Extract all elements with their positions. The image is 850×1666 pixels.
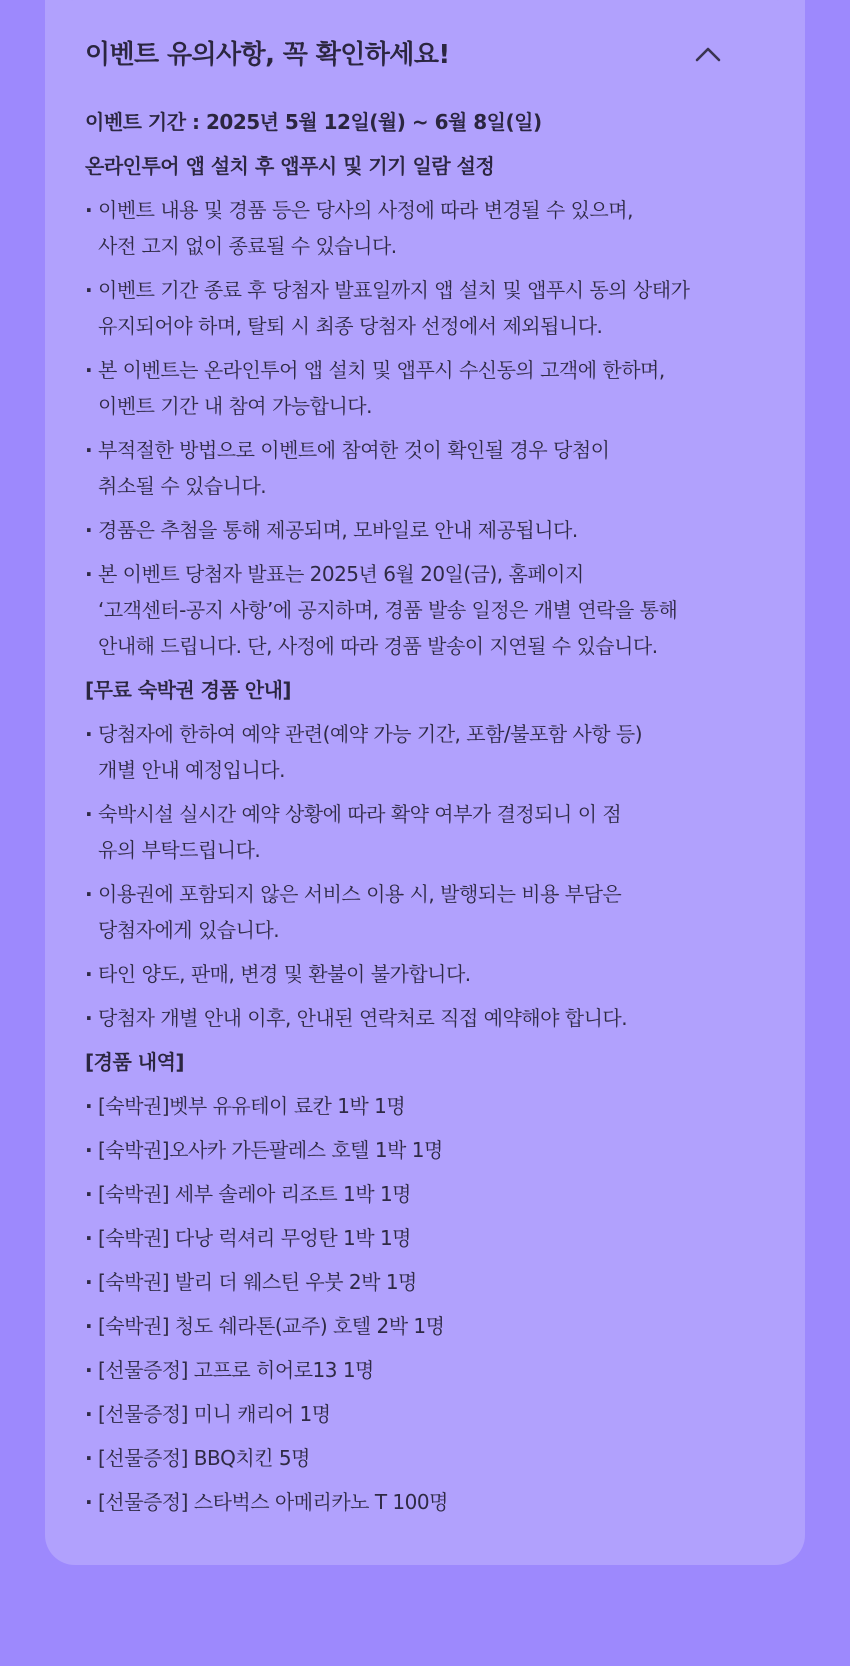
list-item: · 이벤트 기간 종료 후 당첨자 발표일까지 앱 설치 및 앱푸시 동의 상태가 유지되어야 하며, 탈퇴 시 최종 당첨자 선정에서 제외됩니다. <box>85 272 775 344</box>
list-item: · 타인 양도, 판매, 변경 및 환불이 불가합니다. <box>85 956 775 992</box>
prize-list <box>85 1088 775 1520</box>
prize-item: · [선물증정] BBQ치킨 5명 <box>85 1440 775 1476</box>
event-notice-card <box>45 0 805 1565</box>
list-item: · 이벤트 내용 및 경품 등은 당사의 사정에 따라 변경될 수 있으며, 사전 고지 없이 종료될 수 있습니다. <box>85 192 775 264</box>
voucher-notes-list <box>85 716 775 1036</box>
list-item: · 부적절한 방법으로 이벤트에 참여한 것이 확인될 경우 당첨이 취소될 수 있습니다. <box>85 432 775 504</box>
notice-content <box>85 104 775 1528</box>
prize-item: · [숙박권] 청도 쉐라톤(교주) 호텔 2박 1명 <box>85 1308 775 1344</box>
notice-title: 이벤트 유의사항, 꼭 확인하세요! <box>85 40 450 70</box>
prize-item: · [숙박권] 세부 솔레아 리조트 1박 1명 <box>85 1176 775 1212</box>
chevron-up-icon[interactable] <box>691 38 725 72</box>
event-period: 이벤트 기간 : 2025년 5월 12일(월) ~ 6월 8일(일) <box>85 110 542 134</box>
prize-item: · [숙박권]벳부 유유테이 료칸 1박 1명 <box>85 1088 775 1124</box>
list-item: · 본 이벤트는 온라인투어 앱 설치 및 앱푸시 수신동의 고객에 한하며, 이벤트 기간 내 참여 가능합니다. <box>85 352 775 424</box>
list-item: · 숙박시설 실시간 예약 상황에 따라 확약 여부가 결정되니 이 점 유의 부탁드립니다. <box>85 796 775 868</box>
prize-item: · [선물증정] 스타벅스 아메리카노 T 100명 <box>85 1484 775 1520</box>
prize-item: · [숙박권]오사카 가든팔레스 호텔 1박 1명 <box>85 1132 775 1168</box>
voucher-section-title: [무료 숙박권 경품 안내] <box>85 678 292 702</box>
event-condition: 온라인투어 앱 설치 후 앱푸시 및 기기 일람 설정 <box>85 154 495 178</box>
list-item: · 경품은 추첨을 통해 제공되며, 모바일로 안내 제공됩니다. <box>85 512 775 548</box>
list-item: · 이용권에 포함되지 않은 서비스 이용 시, 발행되는 비용 부담은 당첨자에게 있습니다. <box>85 876 775 948</box>
prize-item: · [선물증정] 고프로 히어로13 1명 <box>85 1352 775 1388</box>
prize-item: · [숙박권] 다낭 럭셔리 무엉탄 1박 1명 <box>85 1220 775 1256</box>
prize-section-title: [경품 내역] <box>85 1050 185 1074</box>
prize-item: · [숙박권] 발리 더 웨스틴 우붓 2박 1명 <box>85 1264 775 1300</box>
notice-header[interactable] <box>85 34 765 78</box>
general-notes-list <box>85 192 775 664</box>
list-item: · 본 이벤트 당첨자 발표는 2025년 6월 20일(금), 홈페이지 ‘고객센터-공지 사항’에 공지하며, 경품 발송 일정은 개별 연락을 통해 안내해 드립니다. 단, 사정에 따라 경품 발송이 지연될 수 있습니다. <box>85 556 775 664</box>
prize-item: · [선물증정] 미니 캐리어 1명 <box>85 1396 775 1432</box>
list-item: · 당첨자 개별 안내 이후, 안내된 연락처로 직접 예약해야 합니다. <box>85 1000 775 1036</box>
list-item: · 당첨자에 한하여 예약 관련(예약 가능 기간, 포함/불포함 사항 등) 개별 안내 예정입니다. <box>85 716 775 788</box>
